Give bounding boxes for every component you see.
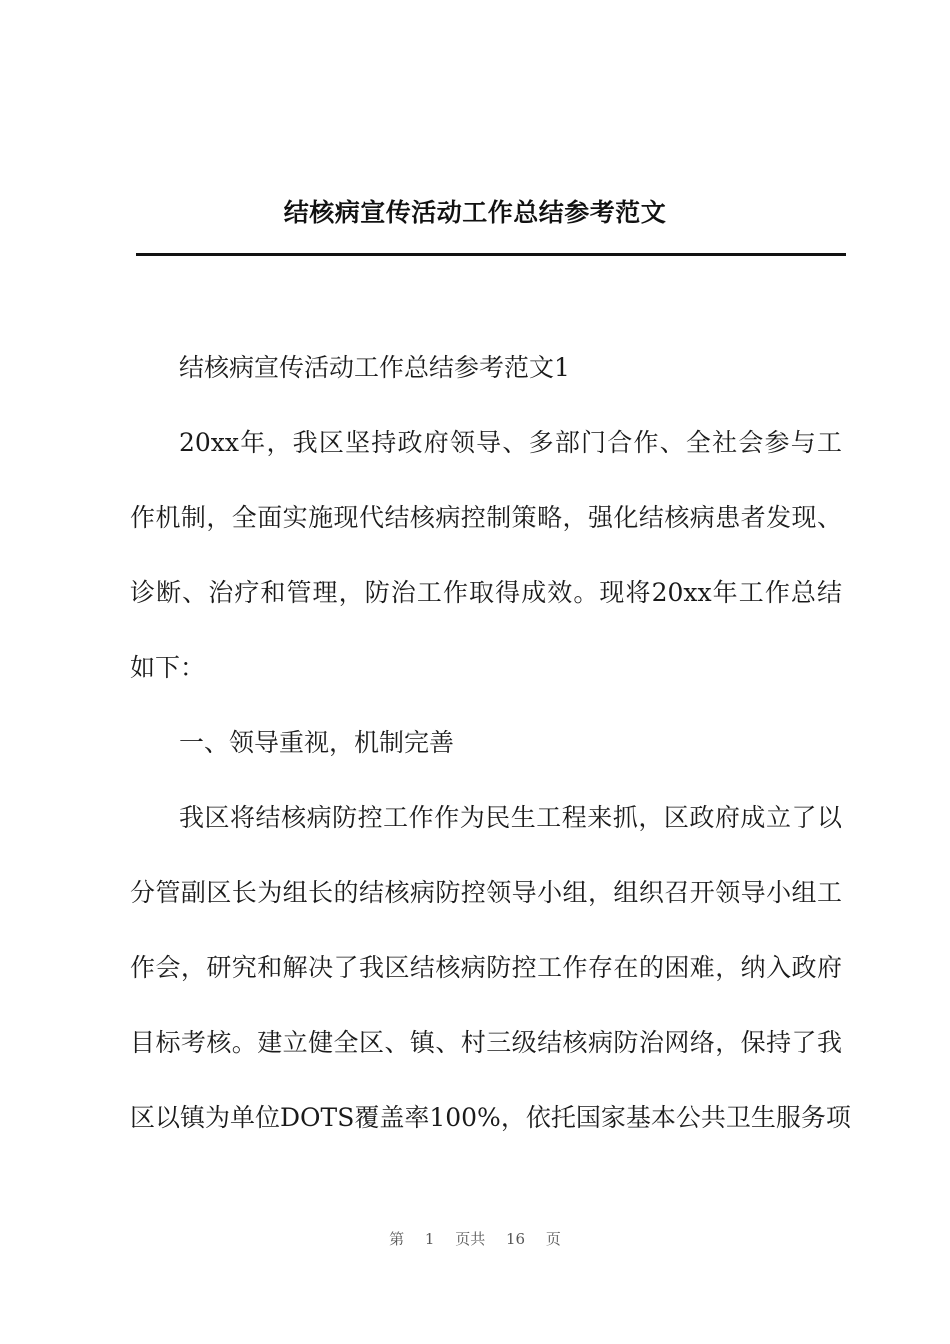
paragraph-line: 如下： [130, 653, 206, 682]
paragraph-line: 分管副区长为组长的结核病防控领导小组，组织召开领导小组工 [130, 878, 842, 907]
paragraph-line: 作机制，全面实施现代结核病控制策略，强化结核病患者发现、 [130, 503, 842, 532]
section-heading-2: 一、领导重视，机制完善 [179, 728, 455, 757]
paragraph-line: 20xx年，我区坚持政府领导、多部门合作、全社会参与工 [179, 428, 842, 457]
paragraph-line: 诊断、治疗和管理，防治工作取得成效。现将20xx年工作总结 [130, 578, 842, 607]
paragraph-line: 目标考核。建立健全区、镇、村三级结核病防治网络，保持了我 [130, 1028, 842, 1057]
total-pages-number: 16 [506, 1230, 526, 1248]
footer-mid: 页共 [455, 1230, 486, 1248]
paragraph-line: 区以镇为单位DOTS覆盖率100%，依托国家基本公共卫生服务项 [130, 1103, 851, 1132]
paragraph-line: 作会，研究和解决了我区结核病防控工作存在的困难，纳入政府 [130, 953, 842, 982]
footer-suffix: 页 [545, 1230, 561, 1248]
footer-prefix: 第 [389, 1230, 405, 1248]
current-page-number: 1 [424, 1230, 435, 1248]
section-heading-1: 结核病宣传活动工作总结参考范文1 [179, 353, 570, 382]
title-divider [136, 253, 846, 256]
page-footer [0, 1229, 950, 1249]
paragraph-line: 我区将结核病防控工作作为民生工程来抓，区政府成立了以 [179, 803, 842, 832]
document-title: 结核病宣传活动工作总结参考范文 [283, 198, 667, 227]
